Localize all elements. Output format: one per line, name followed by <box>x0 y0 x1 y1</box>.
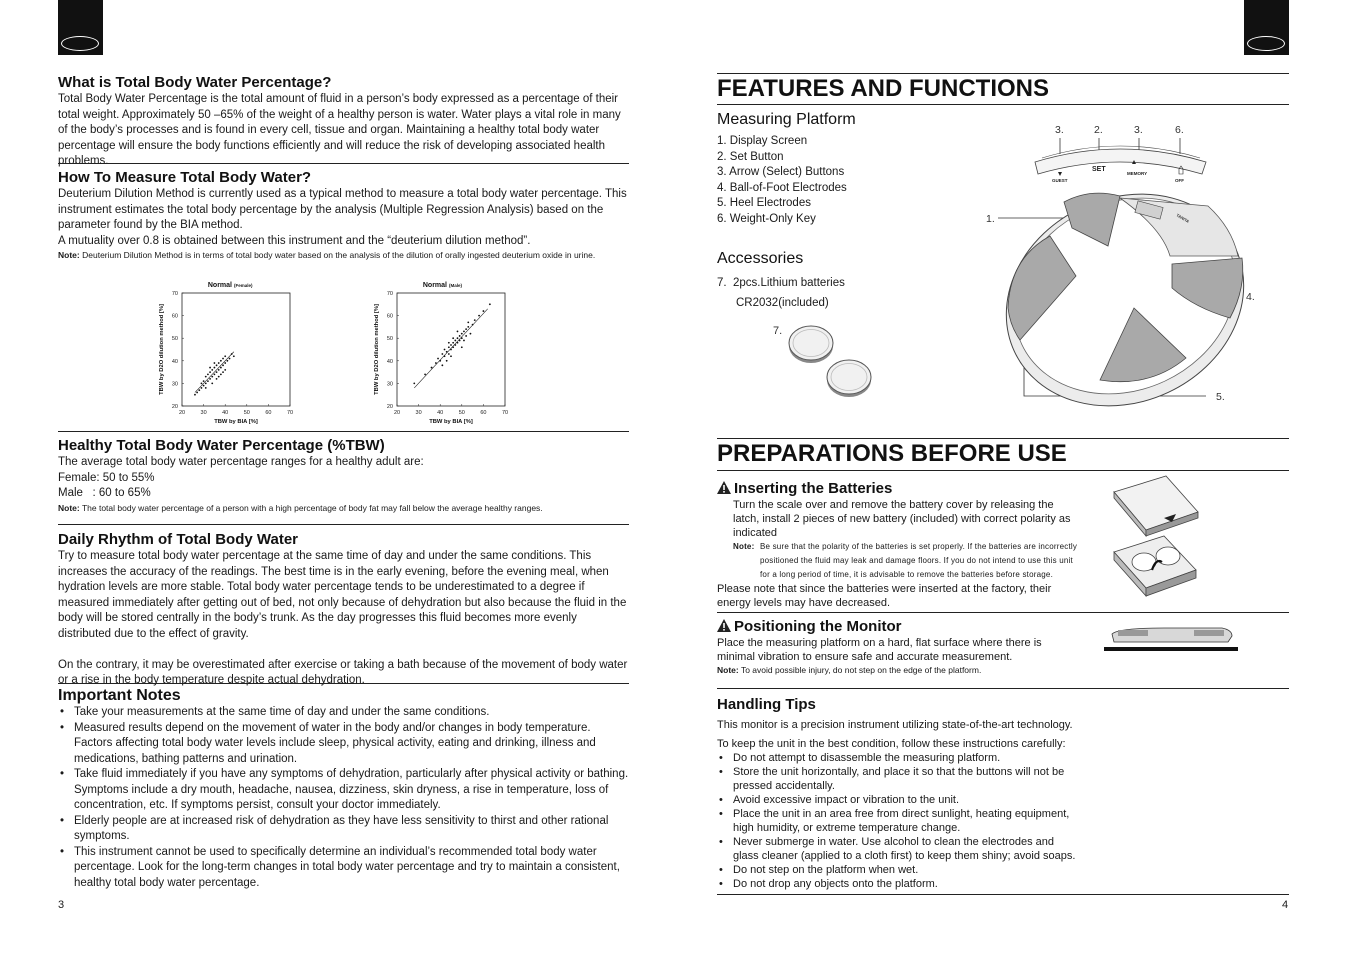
data-point <box>413 383 415 385</box>
data-point <box>211 369 213 371</box>
section-title <box>717 618 1079 636</box>
list-item: • Take your measurements at the same time of day and under the same conditions. <box>58 705 630 721</box>
scale-side-view <box>1104 624 1238 654</box>
data-point <box>207 373 209 375</box>
handling-list <box>717 751 1079 891</box>
callout-3a: 3. <box>1055 124 1064 136</box>
section-title: Important Notes <box>58 687 181 704</box>
accessory-line: 2pcs.Lithium batteries <box>732 277 845 289</box>
section-title: Healthy Total Body Water Percentage (%TBW) <box>58 437 385 454</box>
section-body: Turn the scale over and remove the battery cover by releasing the latch, install 2 pieces of new battery (included) with correct polarity as indicated <box>733 499 1071 539</box>
x-tick-label: 50 <box>243 410 250 416</box>
data-point <box>205 387 207 389</box>
arrow-down-icon <box>1058 172 1062 176</box>
data-point <box>224 355 226 357</box>
corner-tab-right <box>1244 0 1289 55</box>
section-body-2: Please note that since the batteries were inserted at the factory, their energy levels may have decreased. <box>717 583 1052 609</box>
scatter-chart-female <box>155 278 305 430</box>
data-point <box>222 364 224 366</box>
data-point <box>211 376 213 378</box>
section-note <box>717 540 1079 582</box>
section-title: How To Measure Total Body Water? <box>58 169 312 186</box>
data-point <box>214 373 216 375</box>
female-range: Female: 50 to 55% <box>58 471 155 484</box>
data-point <box>467 326 469 328</box>
x-tick-label: 70 <box>501 410 509 416</box>
fit-line <box>195 352 234 393</box>
data-point <box>454 344 456 346</box>
x-tick-label: 60 <box>265 410 272 416</box>
note-label: Note: <box>58 250 80 260</box>
list-item: • Store the unit horizontally, and place it so that the buttons will not be pressed accidentally. <box>717 765 1079 793</box>
page-number: 3 <box>58 899 65 911</box>
section-what-is-tbw <box>58 74 630 170</box>
data-point <box>452 346 454 348</box>
data-point <box>457 342 459 344</box>
section-title: Handling Tips <box>717 696 816 713</box>
list-item: 2. Set Button <box>717 150 784 163</box>
list-item: • Place the unit in an area free from direct sunlight, heating equipment, high humidity, or extreme temperature change. <box>717 807 1079 835</box>
data-point <box>478 315 480 317</box>
callout-5: 5. <box>1216 391 1225 403</box>
platform-title: Measuring Platform <box>717 111 856 128</box>
list-item: 3. Arrow (Select) Buttons <box>717 166 845 178</box>
divider <box>58 163 629 164</box>
data-point <box>424 373 426 375</box>
battery-compartment-illustration <box>1106 474 1202 608</box>
section-inserting-batteries <box>717 480 1079 610</box>
data-point <box>446 360 448 362</box>
data-point <box>441 364 443 366</box>
features-title: FEATURES AND FUNCTIONS <box>717 75 1049 102</box>
data-point <box>201 383 203 385</box>
list-item: • Do not step on the platform when wet. <box>717 863 1079 877</box>
list-item: • Avoid excessive impact or vibration to the unit. <box>717 793 1079 807</box>
divider <box>717 688 1289 689</box>
divider <box>717 612 1289 613</box>
data-point <box>448 342 450 344</box>
section-how-to-measure <box>58 169 630 261</box>
data-point <box>203 385 205 387</box>
x-tick-label: 30 <box>415 410 422 416</box>
list-item: • Do not attempt to disassemble the measuring platform. <box>717 751 1079 765</box>
data-point <box>216 371 218 373</box>
callout-1: 1. <box>986 213 995 225</box>
list-item: 4. Ball-of-Foot Electrodes <box>717 181 847 194</box>
data-point <box>450 344 452 346</box>
list-item: 5. Heel Electrodes <box>717 197 811 209</box>
data-point <box>450 349 452 351</box>
data-point <box>463 331 465 333</box>
section-body-2: A mutuality over 0.8 is obtained between this instrument and the “deuterium dilution method”. <box>58 234 531 247</box>
data-point <box>472 324 474 326</box>
data-point <box>220 373 222 375</box>
male-range: Male : 60 to 65% <box>58 487 151 499</box>
list-item: • Elderly people are at increased risk of dehydration as they have less sensitivity to thirst and other rational symptoms. <box>58 814 630 845</box>
data-point <box>209 371 211 373</box>
y-tick-label: 30 <box>171 381 178 388</box>
set-label: SET <box>1092 166 1106 173</box>
data-point <box>224 362 226 364</box>
section-body-2: On the contrary, it may be overestimated after exercise or taking a bath because of the movement of body water or a rise in the body temperature despite actual dehydration. <box>58 658 628 686</box>
data-point <box>218 369 220 371</box>
data-point <box>483 310 485 312</box>
x-axis-label: TBW by BIA [%] <box>429 419 473 425</box>
data-point <box>194 394 196 396</box>
warning-icon <box>717 481 731 494</box>
accessory-number: 7. <box>717 277 727 289</box>
y-tick-label: 70 <box>171 291 178 297</box>
data-point <box>450 355 452 357</box>
data-point <box>446 351 448 353</box>
divider <box>717 73 1289 74</box>
section-title <box>717 480 1079 498</box>
list-item: • This instrument cannot be used to specifically determine an individual’s recommended total body water percentage. Look for the long-term changes in total body water percentage and try to maintain a consistent, healthy total body water percentage. <box>58 845 630 892</box>
callout-3b: 3. <box>1134 124 1143 136</box>
data-point <box>459 340 461 342</box>
data-point <box>474 319 476 321</box>
section-body: This monitor is a precision instrument utilizing state-of-the-art technology. <box>717 719 1073 731</box>
y-tick-label: 40 <box>386 358 393 365</box>
data-point <box>444 355 446 357</box>
guest-label: GUEST <box>1052 178 1068 183</box>
data-point <box>452 342 454 344</box>
x-tick-label: 50 <box>458 410 465 416</box>
floor-surface <box>1104 647 1238 651</box>
data-point <box>209 378 211 380</box>
section-important-notes <box>58 686 630 891</box>
page-number: 4 <box>1282 899 1289 911</box>
divider <box>717 104 1289 105</box>
data-point <box>214 362 216 364</box>
section-title: What is Total Body Water Percentage? <box>58 74 332 91</box>
data-point <box>448 346 450 348</box>
callout-2: 2. <box>1094 124 1103 136</box>
data-point <box>467 321 469 323</box>
data-point <box>205 376 207 378</box>
x-axis-label: TBW by BIA [%] <box>214 419 258 425</box>
x-tick-label: 60 <box>480 410 487 416</box>
section-healthy-tbw <box>58 437 630 514</box>
corner-tab-left <box>58 0 103 55</box>
y-tick-label: 60 <box>386 313 393 320</box>
data-point <box>463 340 465 342</box>
callout-7: 7. <box>773 325 783 337</box>
section-body: The average total body water percentage ranges for a healthy adult are: <box>58 456 424 468</box>
chart-subtitle: (Female) <box>234 283 253 288</box>
note-text: Be sure that the polarity of the batteries is set properly. If the batteries are incorrectly positioned the fluid may leak and damage floors. If you do not intend to use this unit for a long period of time, it is advisable to remove the batteries before storage. <box>760 542 1078 579</box>
data-point <box>229 358 231 360</box>
y-tick-label: 50 <box>171 336 178 343</box>
oval-mark <box>61 36 99 51</box>
notes-list <box>58 705 630 891</box>
data-point <box>220 367 222 369</box>
data-point <box>211 383 213 385</box>
data-point <box>218 362 220 364</box>
note-text: To avoid possible injury, do not step on the edge of the platform. <box>740 665 982 675</box>
chart-title: Normal <box>207 282 232 289</box>
data-point <box>435 362 437 364</box>
warning-icon <box>717 619 731 632</box>
memory-label: MEMORY <box>1127 171 1148 176</box>
y-axis-label: TBW by D2O dilution method [%] <box>159 304 165 395</box>
y-tick-label: 60 <box>171 313 178 320</box>
section-body: Place the measuring platform on a hard, flat surface where there is minimal vibration to ensure safe and accurate measurement. <box>717 637 1042 663</box>
section-daily-rhythm <box>58 531 630 689</box>
data-point <box>439 360 441 362</box>
x-tick-label: 40 <box>222 410 229 416</box>
chart-subtitle: (Male) <box>449 283 463 288</box>
data-point <box>201 387 203 389</box>
note-label: Note: <box>58 502 80 513</box>
y-tick-label: 70 <box>386 291 393 297</box>
data-point <box>461 346 463 348</box>
list-item: • Measured results depend on the movement of water in the body and/or changes in body temperature. Factors affecting total body water levels include sleep, physical activity, eating and drinking, illness and medications, bathing patterns and urination. <box>58 721 630 768</box>
section-note <box>717 664 1079 676</box>
section-body: Try to measure total body water percentage at the same time of day and under the same conditions. This increases the accuracy of the readings. The best time is in the early evening, before the evening meal, when hydration levels are more stable. Total body water percentage tends to be underestimated to a degree if measured immediately after getting out of bed, not only because of dehydration but also because the fluid in the body will be stored centrally in the body’s trunk. As the day progresses this fluid becomes more evenly distributed due to the effect of gravity. <box>58 550 627 640</box>
data-point <box>441 353 443 355</box>
divider <box>717 438 1289 439</box>
data-point <box>457 331 459 333</box>
divider <box>58 683 629 684</box>
accessory-line-2: CR2032(included) <box>736 297 829 309</box>
data-point <box>198 389 200 391</box>
data-point <box>207 380 209 382</box>
list-item: 1. Display Screen <box>717 135 808 147</box>
note-text: The total body water percentage of a person with a high percentage of body fat may fall below the average healthy ranges. <box>81 502 543 513</box>
y-tick-label: 30 <box>386 381 393 388</box>
list-item: 6. Weight-Only Key <box>717 212 816 225</box>
data-point <box>205 383 207 385</box>
data-point <box>431 367 433 369</box>
section-title-text: Inserting the Batteries <box>734 480 893 497</box>
callout-6: 6. <box>1175 124 1184 136</box>
section-positioning-monitor <box>717 618 1079 676</box>
data-point <box>437 358 439 360</box>
data-point <box>444 349 446 351</box>
y-axis-label: TBW by D2O dilution method [%] <box>374 304 380 395</box>
data-point <box>465 328 467 330</box>
data-point <box>465 335 467 337</box>
chart-title: Normal <box>422 282 447 289</box>
x-tick-label: 70 <box>286 410 294 416</box>
data-point <box>454 340 456 342</box>
x-tick-label: 20 <box>178 410 186 416</box>
section-title-text: Positioning the Monitor <box>734 618 902 635</box>
data-point <box>448 353 450 355</box>
data-point <box>222 358 224 360</box>
data-point <box>224 369 226 371</box>
data-point <box>214 367 216 369</box>
oval-mark <box>1247 36 1285 51</box>
coin-batteries-illustration <box>765 318 875 400</box>
data-point <box>233 355 235 357</box>
y-tick-label: 40 <box>171 358 178 365</box>
data-point <box>216 378 218 380</box>
section-handling-tips <box>717 696 1079 891</box>
x-tick-label: 20 <box>393 410 401 416</box>
scatter-chart-male <box>370 278 520 430</box>
section-note <box>58 249 630 261</box>
note-label: Note: <box>733 542 755 551</box>
divider <box>717 470 1289 471</box>
data-point <box>226 360 228 362</box>
data-point <box>461 333 463 335</box>
section-note <box>58 502 630 514</box>
section-body: Total Body Water Percentage is the total amount of fluid in a person’s body expressed as a percentage of their total weight. Approximately 50 –65% of the weight of a healthy person is water. Water plays a vital role in many of the body’s processes and is found in every cell, tissue and organ. Maintaining a healthy total body water percentage will ensure the body functions efficiently and will reduce the risk of developing associated health problems. <box>58 93 621 167</box>
list-item: • Do not drop any objects onto the platform. <box>717 877 1079 891</box>
x-tick-label: 40 <box>437 410 444 416</box>
divider <box>717 894 1289 895</box>
callout-4: 4. <box>1246 291 1255 303</box>
data-point <box>196 392 198 394</box>
section-title: Daily Rhythm of Total Body Water <box>58 531 299 548</box>
data-point <box>461 337 463 339</box>
list-item: • Never submerge in water. Use alcohol to clean the electrodes and glass cleaner (applied to a cloth first) to keep them shiny; avoid soaps. <box>717 835 1079 863</box>
data-point <box>470 333 472 335</box>
off-label: OFF <box>1175 178 1184 183</box>
data-point <box>222 371 224 373</box>
scale-diagram <box>980 118 1260 408</box>
y-tick-label: 20 <box>171 404 178 410</box>
fit-line <box>414 309 487 388</box>
accessories-title: Accessories <box>717 250 804 267</box>
data-point <box>457 337 459 339</box>
section-body: Deuterium Dilution Method is currently used as a typical method to measure a total body water percentage. This instrument estimates the total body percentage by the analysis (Multiple Regression Analysis) based on the parameter found by the BIA method. <box>58 188 627 231</box>
data-point <box>231 353 233 355</box>
data-point <box>459 335 461 337</box>
data-point <box>203 380 205 382</box>
list-item: • Take fluid immediately if you have any symptoms of dehydration, particularly after physical activity or bathing. Symptoms include a dry mouth, headache, nausea, dizziness, skin dryness, a rise in temperature, loss of concentration, etc. If symptoms persist, consult your doctor immediately. <box>58 767 630 814</box>
x-tick-label: 30 <box>200 410 207 416</box>
divider <box>58 524 629 525</box>
note-text: Deuterium Dilution Method is in terms of total body water based on the analysis of the dilution of orally ingested deuterium oxide in urine. <box>82 250 596 260</box>
accessory-item <box>717 273 997 293</box>
preparations-title: PREPARATIONS BEFORE USE <box>717 440 1067 467</box>
data-point <box>218 376 220 378</box>
y-tick-label: 50 <box>386 336 393 343</box>
measuring-platform-list <box>717 110 997 313</box>
brand-label: TANITA <box>1175 212 1191 224</box>
data-point <box>216 364 218 366</box>
section-body-2: To keep the unit in the best condition, follow these instructions carefully: <box>717 738 1066 750</box>
divider <box>58 431 629 432</box>
data-point <box>209 367 211 369</box>
data-point <box>220 360 222 362</box>
note-label: Note: <box>717 665 739 675</box>
data-point <box>489 303 491 305</box>
y-tick-label: 20 <box>386 404 393 410</box>
data-point <box>452 337 454 339</box>
